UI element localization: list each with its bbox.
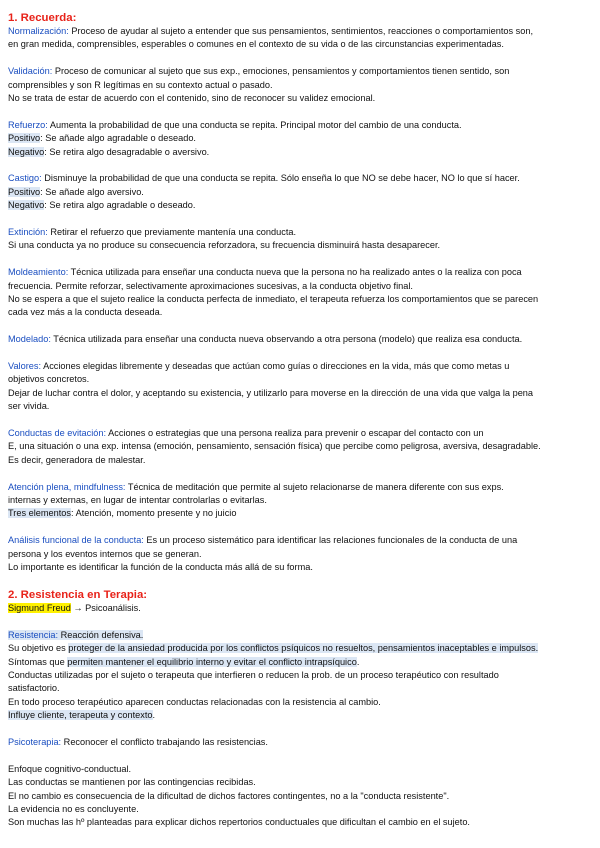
mindfulness-text-1: Técnica de meditación que permite al sujeto relacionarse de manera diferente con sus exps. <box>125 481 504 492</box>
psicoterapia-line-1 <box>8 736 592 749</box>
normalizacion-text-1: Proceso de ayudar al sujeto a entender que sus pensamientos, sentimientos, reacciones o comportamientos son, <box>68 26 533 36</box>
resistencia-text-3c: . <box>356 656 360 667</box>
validacion-text-1: Proceso de comunicar al sujeto que sus exp., emociones, pensamientos y comportamientos tienen sentido, son <box>52 66 510 77</box>
mindfulness-line-3 <box>8 507 592 520</box>
moldeamiento-text-1: Técnica utilizada para enseñar una conducta nueva que la persona no ha realizado antes o la realiza con poca <box>68 267 522 278</box>
term-analisis-funcional: Análisis funcional de la conducta: <box>8 535 144 546</box>
castigo-negativo-label: Negativo <box>8 200 45 211</box>
term-extincion: Extinción: <box>8 227 48 238</box>
refuerzo-negativo-label: Negativo <box>8 146 45 157</box>
term-moldeamiento: Moldeamiento: <box>8 267 69 278</box>
term-evitacion: Conductas de evitación: <box>8 428 107 439</box>
tres-elementos-text: : Atención, momento presente y no juicio <box>70 508 237 519</box>
spacer <box>8 159 592 172</box>
moldeamiento-line-3: No se espera a que el sujeto realice la conducta perfecta de inmediato, el terapeuta refuerza los comportamientos que se parecen <box>8 294 539 305</box>
resistencia-text-2b: proteger de la ansiedad producida por los conflictos psíquicos no resueltos, pensamientos inaceptables e impulsos. <box>68 643 539 654</box>
refuerzo-negativo-line <box>8 146 592 159</box>
refuerzo-negativo-text: : Se retira algo desagradable o aversivo. <box>44 146 210 157</box>
moldeamiento-line-2: frecuencia. Permite reforzar, selectivamente aproximaciones sucesivas, a la conducta objetivo final. <box>8 280 413 291</box>
term-validacion: Validación: <box>8 66 53 77</box>
resistencia-line-2 <box>8 642 592 655</box>
modelado-text-1: Técnica utilizada para enseñar una conducta nueva observando a otra persona (modelo) que realiza esa conducta. <box>50 334 523 345</box>
moldeamiento-line-4: cada vez más a la conducta deseada. <box>8 307 163 318</box>
evitacion-text-1: Acciones o estrategias que una persona realiza para prevenir o escapar del contacto con un <box>106 428 484 439</box>
castigo-positivo-text: : Se añade algo aversivo. <box>40 186 144 197</box>
validacion-line-2: comprensibles y son R legítimas en su contexto actual o pasado. <box>8 79 273 90</box>
block-analisis-funcional <box>8 534 592 574</box>
block-normalizacion <box>8 25 592 52</box>
normalizacion-line-2: en gran medida, comprensibles, esperables o comunes en el contexto de su vida o de las circunstancias experimentadas. <box>8 39 504 50</box>
freud-rest: → Psicoanálisis. <box>70 602 141 613</box>
resistencia-line-6: En todo proceso terapéutico aparecen conductas relacionadas con la resistencia al cambio. <box>8 696 381 707</box>
castigo-negativo-line <box>8 199 592 212</box>
resistencia-line-1 <box>8 629 592 642</box>
block-resistencia <box>8 629 592 723</box>
block-modelado <box>8 333 592 346</box>
block-enfoque <box>8 763 592 830</box>
refuerzo-text-1: Aumenta la probabilidad de que una conducta se repita. Principal motor del cambio de una conducta. <box>47 119 462 130</box>
resistencia-text-7: Influye cliente, terapeuta y contexto <box>8 710 153 721</box>
resistencia-text-2a: Su objetivo es <box>8 643 69 654</box>
resistencia-text-7b: . <box>152 710 156 721</box>
castigo-text-1: Disminuye la probabilidad de que una conducta se repita. Sólo enseña lo que NO se debe hacer, NO lo que sí hacer. <box>41 173 520 184</box>
resistencia-line-3 <box>8 656 592 669</box>
section-heading-resistencia: 2. Resistencia en Terapia: <box>8 588 148 601</box>
resistencia-line-4: Conductas utilizadas por el sujeto o terapeuta que interfieren o reducen la prob. de un proceso terapéutico con resultado <box>8 669 499 680</box>
resistencia-def: Reacción defensiva. <box>58 629 144 640</box>
extincion-line-2: Si una conducta ya no produce su consecuencia reforzadora, su frecuencia disminuirá hasta desaparecer. <box>8 240 441 251</box>
section-heading-recuerda: 1. Recuerda: <box>8 12 77 24</box>
block-refuerzo <box>8 119 592 159</box>
analisis-text-1: Es un proceso sistemático para identificar las relaciones funcionales de la conducta de una <box>143 535 518 546</box>
spacer <box>8 575 592 588</box>
block-extincion <box>8 226 592 253</box>
term-valores: Valores: <box>8 361 42 372</box>
analisis-line-2: persona y los eventos internos que se generan. <box>8 548 202 559</box>
block-castigo <box>8 172 592 212</box>
resistencia-text-3b: permiten mantener el equilibrio interno y evitar el conflicto intrapsíquico <box>67 656 357 667</box>
term-mindfulness: Atención plena, mindfulness: <box>8 481 126 492</box>
moldeamiento-line-1 <box>8 266 592 279</box>
valores-text-1: Acciones elegidas libremente y deseadas que actúan como guías o direcciones en la vida, más que como metas u <box>41 361 510 372</box>
modelado-line-1 <box>8 333 592 346</box>
term-castigo: Castigo: <box>8 173 42 184</box>
psicoterapia-text-1: Reconocer el conflicto trabajando las resistencias. <box>61 736 268 747</box>
normalizacion-line-1 <box>8 25 592 38</box>
refuerzo-positivo-label: Positivo <box>8 133 41 144</box>
spacer <box>8 213 592 226</box>
block-mindfulness <box>8 481 592 521</box>
term-psicoterapia: Psicoterapia: <box>8 736 62 747</box>
extincion-text-1: Retirar el refuerzo que previamente mantenía una conducta. <box>47 227 297 238</box>
spacer <box>8 467 592 480</box>
spacer <box>8 347 592 360</box>
refuerzo-positivo-text: : Se añade algo agradable o deseado. <box>40 133 196 144</box>
block-evitacion <box>8 427 592 467</box>
refuerzo-line-1 <box>8 119 592 132</box>
castigo-line-1 <box>8 172 592 185</box>
spacer <box>8 320 592 333</box>
resistencia-text-3a: Síntomas que <box>8 656 68 667</box>
spacer <box>8 414 592 427</box>
term-refuerzo: Refuerzo: <box>8 119 48 130</box>
castigo-negativo-text: : Se retira algo agradable o deseado. <box>44 200 196 211</box>
spacer <box>8 615 592 628</box>
block-validacion <box>8 65 592 105</box>
enfoque-line-1: Enfoque cognitivo-conductual. <box>8 763 132 774</box>
validacion-line-3: No se trata de estar de acuerdo con el contenido, sino de reconocer su validez emocional. <box>8 93 376 104</box>
castigo-positivo-label: Positivo <box>8 186 41 197</box>
valores-line-3: Dejar de luchar contra el dolor, y aceptando su existencia, y utilizarlo para moverse en la dirección de una vida que valga la pena <box>8 387 534 398</box>
valores-line-2: objetivos concretos. <box>8 374 90 385</box>
spacer <box>8 723 592 736</box>
term-normalizacion: Normalización: <box>8 26 69 36</box>
tres-elementos-label: Tres elementos <box>8 508 71 519</box>
spacer <box>8 521 592 534</box>
block-moldeamiento <box>8 266 592 320</box>
valores-line-1 <box>8 360 592 373</box>
resistencia-line-7 <box>8 709 592 722</box>
spacer <box>8 749 592 762</box>
analisis-line-1 <box>8 534 592 547</box>
mindfulness-line-2: internas y externas, en lugar de intentar controlarlas o evitarlas. <box>8 495 267 506</box>
freud-line <box>8 602 592 615</box>
freud-name: Sigmund Freud <box>8 602 71 613</box>
extincion-line-1 <box>8 226 592 239</box>
analisis-line-3: Lo importante es identificar la función de la conducta más allá de su forma. <box>8 562 313 573</box>
resistencia-line-5: satisfactorio. <box>8 683 60 694</box>
block-valores <box>8 360 592 414</box>
resistencia-highlight <box>8 630 143 640</box>
mindfulness-line-1 <box>8 481 592 494</box>
castigo-positivo-line <box>8 186 592 199</box>
evitacion-line-2: E, una situación o una exp. intensa (emoción, pensamiento, sensación física) que percibe como peligrosa, aversiva, desagradable. <box>8 441 541 452</box>
enfoque-line-5: Son muchas las hº planteadas para explicar dichos repertorios conductuales que dificultan el cambio en el sujeto. <box>8 817 470 828</box>
evitacion-line-3: Es decir, generadora de malestar. <box>8 454 146 465</box>
term-modelado: Modelado: <box>8 334 51 345</box>
valores-line-4: ser vivida. <box>8 401 50 412</box>
spacer <box>8 105 592 118</box>
enfoque-line-3: El no cambio es consecuencia de la dificultad de dichos factores contingentes, no a la "conducta resistente". <box>8 790 450 801</box>
spacer <box>8 253 592 266</box>
validacion-line-1 <box>8 65 592 78</box>
spacer <box>8 52 592 65</box>
refuerzo-positivo-line <box>8 132 592 145</box>
enfoque-line-4: La evidencia no es concluyente. <box>8 803 139 814</box>
evitacion-line-1 <box>8 427 592 440</box>
term-resistencia: Resistencia: <box>8 629 59 640</box>
block-psicoterapia <box>8 736 592 749</box>
enfoque-line-2: Las conductas se mantienen por las contingencias recibidas. <box>8 777 256 788</box>
